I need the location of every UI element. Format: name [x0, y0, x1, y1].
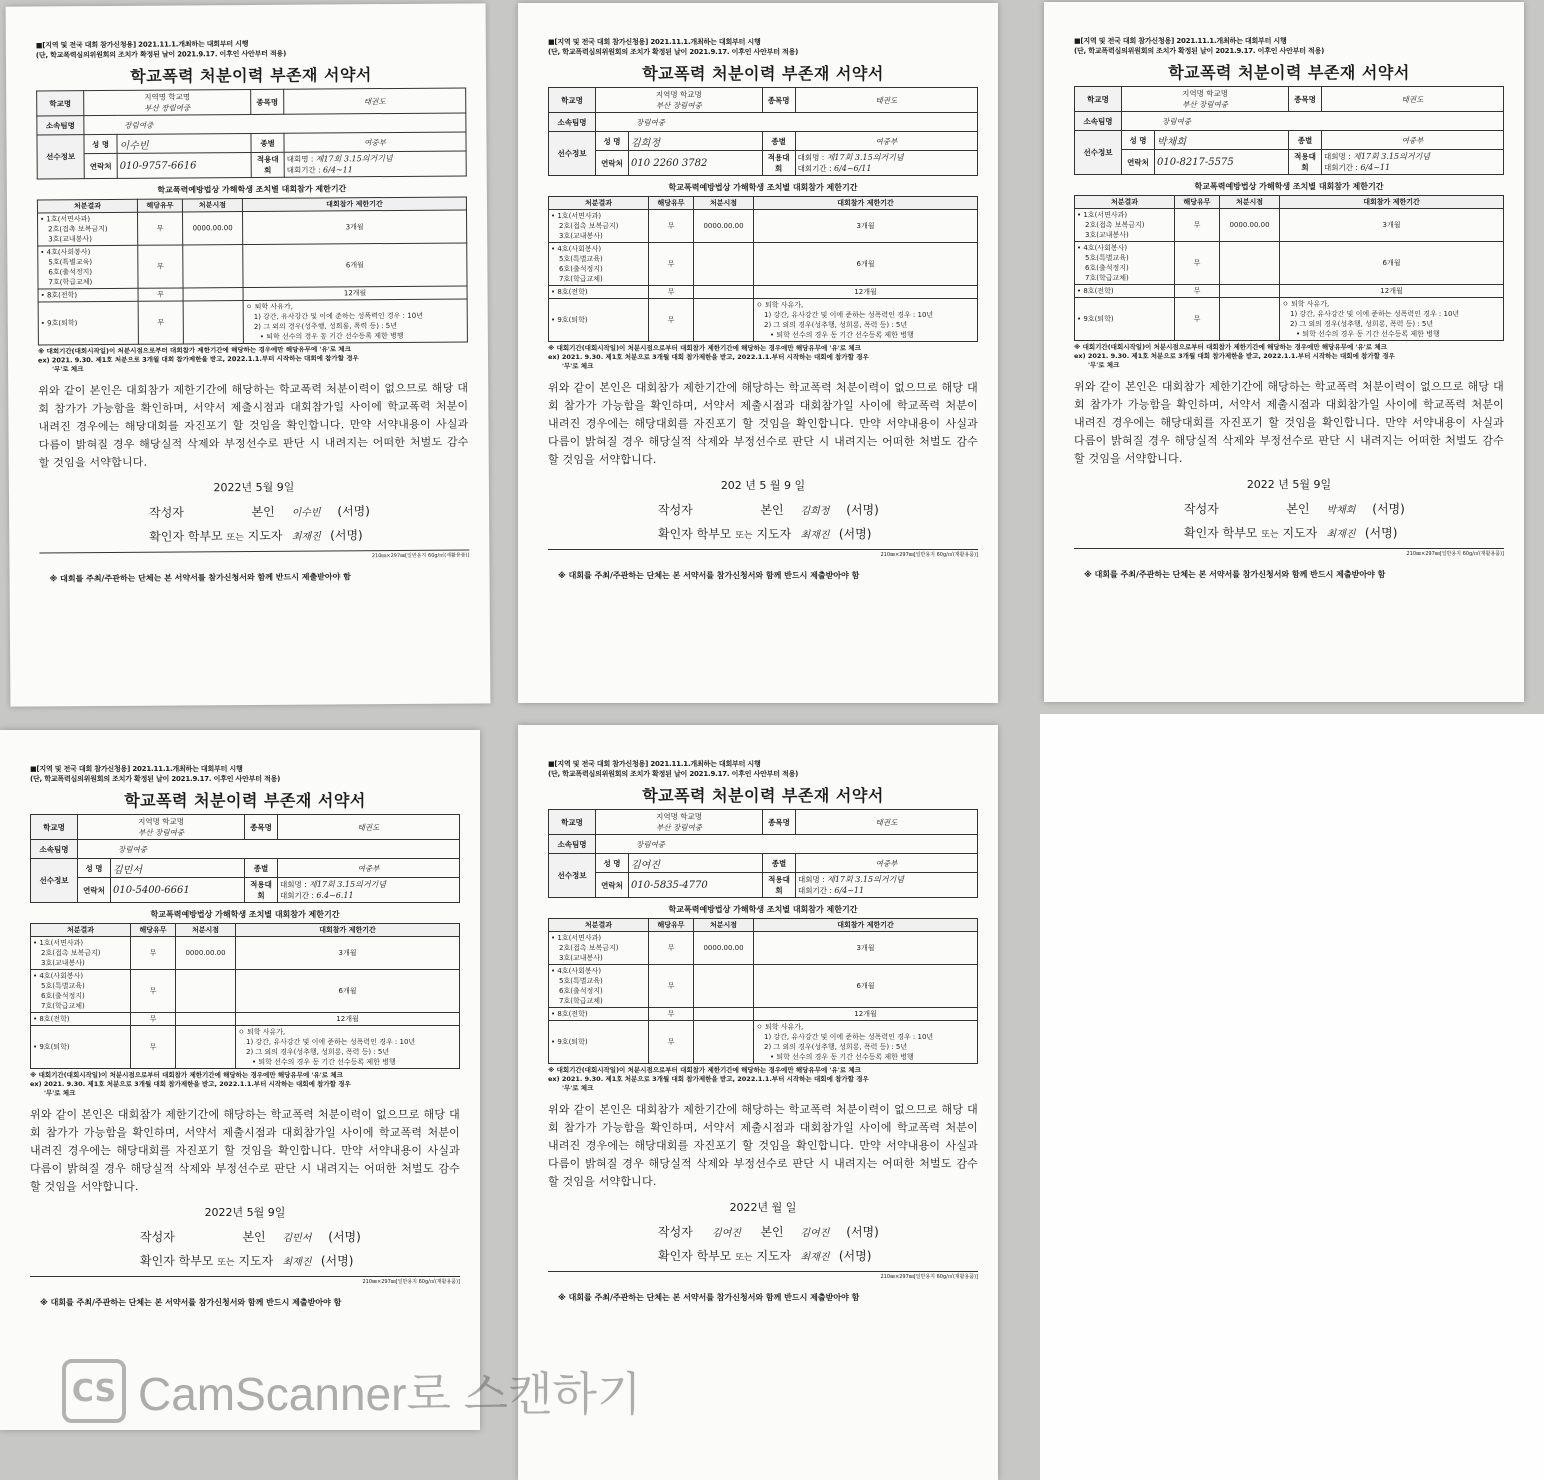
pledge-date: 2022 년 5월 9일: [1246, 478, 1332, 491]
document-title: 학교폭력 처분이력 부존재 서약서: [130, 65, 372, 86]
coach-sign-label: (서명): [838, 1249, 872, 1263]
player-name: 김민서: [111, 859, 245, 878]
col-has: 해당유무: [137, 199, 182, 212]
writer-label: 작성자: [1184, 502, 1219, 516]
footer-note: ※ 대회를 주최/주관하는 단체는 본 서약서를 참가신청서와 함께 반드시 제출받아야 함: [1084, 570, 1386, 579]
camscanner-watermark: [62, 1358, 641, 1424]
player-phone: 010 2260 3782: [629, 151, 763, 176]
col-has: 해당유무: [649, 197, 694, 210]
watermark-text: CamScanner로 스캔하기: [138, 1368, 642, 1420]
col-has: 해당유무: [131, 924, 176, 937]
team-label: 소속팀명: [37, 116, 84, 135]
header-line-2: (단, 학교폭력심의위원회의 조치가 확정된 날이 2021.9.17. 이후인 사안부터 적용): [548, 770, 799, 778]
confirmer-label: 확인자: [149, 529, 185, 544]
info-table: [548, 87, 978, 176]
competition-cell: 대회명 : 제17회 3.15의거기념 대회기간 : 6/4~11: [796, 873, 978, 898]
player-name: 김희정: [629, 132, 763, 151]
pledge-text: 위와 같이 본인은 대회참가 제한기간에 해당하는 학교폭력 처분이력이 없으므로 해당 대회 참가가 가능함을 확인하며, 서약서 제출시점과 대회참가일 사이에 학교폭력 처분이 내려진 경우에는 해당대회를 자진포기 할 것임을 확인합니다. 만약 서약내용이 사실과 다름이 밝혀질 경우 해당실적 삭제와 부정선수로 판단 시 내려지는 어떠한 처벌도 감수할 것임을 서약합니다.: [30, 1108, 460, 1193]
school-cell: 지역명 학교명 부산 장림여중: [78, 815, 245, 840]
info-table: [548, 809, 978, 898]
table-row: • 1호(서면사과) 2호(접촉 보복금지) 3호(교내봉사) 무 0000.00.00 3개월: [1075, 209, 1504, 242]
header-line-1: ■[지역 및 전국 대회 참가신청용] 2021.11.1.개최하는 대회부터 시행: [35, 39, 249, 50]
event-label: 종목명: [251, 89, 284, 114]
paper-spec: 210㎜×297㎜[일반용지 60g/㎡(재활용품)]: [30, 1276, 460, 1285]
contact-label: 연락처: [596, 151, 629, 176]
writer-handwriting: 김여진: [712, 1228, 742, 1239]
document-title: 학교폭력 처분이력 부존재 서약서: [1168, 63, 1410, 82]
table-note: ※ 대회기간(대회시작일)이 처분시점으로부터 대회참가 제한기간에 해당하는 경우에만 해당유무에 '유'로 체크 ex) 2021. 9.30. 제1호 처분으로 3개월 대회 참가제한을 받고, 2022.1.1.부터 시작하는 대회에 참가할 경우 '무'로 체크: [548, 1066, 869, 1092]
table-row: • 9호(퇴학) 무 ㅇ 퇴학 사유가, 1) 강간, 유사강간 및 이에 준하는 성폭력인 경우 : 10년 2) 그 외의 경우(성추행, 성희롱, 폭력 등) : 5년 • 퇴학 선수의 경우 동 기간 선수등록 제한 병행: [1075, 298, 1504, 341]
paper-spec: 210㎜×297㎜[일반용지 60g/㎡(재활용품)]: [548, 1271, 978, 1280]
school-name: 부산 장림여중: [656, 823, 702, 832]
col-date: 처분시점: [1220, 196, 1280, 209]
player-phone: 010-8217-5575: [1155, 150, 1289, 175]
pledge-form-sheet: [1044, 2, 1524, 702]
header-line-1: ■[지역 및 전국 대회 참가신청용] 2021.11.1.개최하는 대회부터 시행: [30, 765, 243, 773]
event-value: 태권도: [284, 88, 466, 114]
pledge-form-sheet: [0, 730, 480, 1430]
blank-area: [1040, 714, 1544, 1480]
school-name: 부산 장림여중: [655, 101, 702, 110]
player-name: 박채희: [1155, 131, 1289, 150]
competition-period: 6/4~6/11: [833, 164, 872, 173]
paper-spec: 210㎜×297㎜[일반용지 60g/㎡(재활용품)]: [39, 549, 469, 561]
competition-period: 6/4~11: [834, 886, 865, 895]
table-row: • 8호(전학) 무 12개월: [549, 1008, 978, 1021]
discipline-table: [548, 196, 978, 342]
self-handwriting: 김민서: [282, 1233, 312, 1244]
competition-period: 6/4~11: [323, 165, 353, 175]
name-label: 성 명: [78, 859, 111, 878]
discipline-table: [1074, 195, 1504, 341]
player-info-label: 선수정보: [31, 859, 78, 903]
name-label: 성 명: [1122, 131, 1155, 150]
col-has: 해당유무: [649, 919, 694, 932]
school-name: 부산 장림여중: [144, 103, 191, 113]
competition-name: 제17회 3.15의거기념: [315, 153, 393, 164]
col-result: 처분결과: [37, 199, 137, 213]
player-name: 김여진: [629, 854, 763, 873]
team-value: 장림여중: [596, 113, 978, 132]
competition-period: 6/4~11: [1360, 163, 1391, 172]
school-label: 학교명: [549, 810, 596, 835]
competition-cell: 대회명 : 제17회 3.15의거기념 대회기간 : 6/4~6/11: [795, 151, 977, 176]
signature-block: 작성자 본인 박채희 (서명) 확인자 학부모 또는 지도자 최재진 (서명): [1184, 498, 1504, 546]
table-row: • 4호(사회봉사) 5호(특별교육) 6호(출석정지) 7호(학급교체) 무 6개월: [31, 970, 460, 1013]
event-value: 태권도: [795, 88, 977, 113]
header-line-2: (단, 학교폭력심의위원회의 조치가 확정된 날이 2021.9.17. 이후인 사안부터 적용): [548, 48, 799, 56]
school-label: 학교명: [37, 91, 84, 116]
event-value: 태권도: [796, 810, 978, 835]
school-label: 학교명: [549, 88, 596, 113]
pledge-date: 2022년 5월 9일: [213, 480, 295, 495]
division-label: 종별: [245, 859, 278, 878]
player-info-label: 선수정보: [549, 854, 596, 898]
writer-label: 작성자: [658, 1225, 693, 1239]
contact-label: 연락처: [78, 878, 111, 903]
discipline-table: [30, 923, 460, 1069]
team-label: 소속팀명: [31, 840, 78, 859]
event-label: 종목명: [763, 810, 796, 835]
division-label: 종별: [251, 133, 284, 152]
division-label: 종별: [1289, 131, 1322, 150]
col-date: 처분시점: [182, 199, 242, 212]
info-table: [1074, 86, 1504, 175]
player-info-label: 선수정보: [1075, 131, 1122, 175]
self-sign-label: (서명): [337, 504, 370, 519]
col-limit: 대회참가 제한기간: [754, 919, 978, 932]
footer-note: ※ 대회를 주최/주관하는 단체는 본 서약서를 참가신청서와 함께 반드시 제출받아야 함: [558, 571, 860, 580]
header-line-2: (단, 학교폭력심의위원회의 조치가 확정된 날이 2021.9.17. 이후인 사안부터 적용): [35, 49, 287, 60]
division-value: 여중부: [278, 859, 460, 878]
section-title: 학교폭력예방법상 가해학생 조치별 대회참가 제한기간: [150, 910, 340, 919]
competition-cell: 대회명 : 제17회 3.15의거기념 대회기간 : 6.4~6.11: [278, 878, 460, 903]
signature-block: 작성자 김여진 본인 김여진 (서명) 확인자 학부모 또는 지도자 최재진 (서명): [658, 1221, 978, 1269]
event-value: 태권도: [278, 815, 460, 840]
event-label: 종목명: [245, 815, 278, 840]
writer-label: 작성자: [658, 503, 693, 517]
event-value: 태권도: [1322, 87, 1504, 112]
coach-sign-label: (서명): [1364, 526, 1398, 540]
self-sign-label: (서명): [846, 503, 879, 517]
table-row: • 1호(서면사과) 2호(접촉 보복금지) 3호(교내봉사) 무 0000.00.00 3개월: [31, 937, 460, 970]
table-row: • 4호(사회봉사) 5호(특별교육) 6호(출석정지) 7호(학급교체) 무 6개월: [549, 243, 978, 286]
self-sign-label: (서명): [846, 1225, 879, 1239]
document-title: 학교폭력 처분이력 부존재 서약서: [124, 791, 366, 810]
info-table: [36, 87, 467, 179]
player-phone: 010-5835-4770: [629, 873, 763, 898]
coach-handwriting: 최재진: [1326, 529, 1356, 540]
table-row: • 9호(퇴학) 무 ㅇ 퇴학 사유가, 1) 강간, 유사강간 및 이에 준하는 성폭력인 경우 : 10년 2) 그 외의 경우(성추행, 성희롱, 폭력 등) : 5년 • 퇴학 선수의 경우 동 기간 선수등록 제한 병행: [549, 1021, 978, 1064]
division-label: 종별: [763, 854, 796, 873]
confirmer-label: 확인자: [658, 527, 693, 541]
competition-name: 제17회 3.15의거기념: [309, 880, 386, 889]
competition-name: 제17회 3.15의거기념: [1353, 152, 1430, 161]
table-row: • 9호(퇴학) 무 ㅇ 퇴학 사유가, 1) 강간, 유사강간 및 이에 준하는 성폭력인 경우 : 10년 2) 그 외의 경우(성추행, 성희롱, 폭력 등) : 5년 • 퇴학 선수의 경우 동 기간 선수등록 제한 병행: [549, 299, 978, 342]
contact-label: 연락처: [84, 153, 117, 178]
col-result: 처분결과: [31, 924, 131, 937]
team-value: 장림여중: [596, 835, 978, 854]
writer-label: 작성자: [140, 1230, 175, 1244]
writer-label: 작성자: [149, 505, 184, 520]
school-name: 부산 장림여중: [138, 828, 184, 837]
division-value: 여중부: [795, 132, 977, 151]
coach-sign-label: (서명): [320, 1254, 354, 1268]
header-line-2: (단, 학교폭력심의위원회의 조치가 확정된 날이 2021.9.17. 이후인 사안부터 적용): [1074, 47, 1325, 55]
coach-handwriting: 최재진: [291, 531, 321, 543]
col-limit: 대회참가 제한기간: [754, 197, 978, 210]
section-title: 학교폭력예방법상 가해학생 조치별 대회참가 제한기간: [1194, 182, 1384, 191]
competition-cell: 대회명 : 제17회 3.15의거기념 대회기간 : 6/4~11: [284, 151, 466, 177]
col-has: 해당유무: [1175, 196, 1220, 209]
player-info-label: 선수정보: [37, 135, 84, 179]
team-value: 장림여중: [78, 840, 460, 859]
school-cell: 지역명 학교명 부산 장림여중: [1122, 87, 1289, 112]
col-date: 처분시점: [694, 197, 754, 210]
col-limit: 대회참가 제한기간: [1280, 196, 1504, 209]
section-title: 학교폭력예방법상 가해학생 조치별 대회참가 제한기간: [668, 905, 858, 914]
table-row: • 8호(전학) 무 12개월: [38, 286, 467, 302]
pledge-text: 위와 같이 본인은 대회참가 제한기간에 해당하는 학교폭력 처분이력이 없으므로 해당 대회 참가가 가능함을 확인하며, 서약서 제출시점과 대회참가일 사이에 학교폭력 처분이 내려진 경우에는 해당대회를 자진포기 할 것임을 확인합니다. 만약 서약내용이 사실과 다름이 밝혀질 경우 해당실적 삭제와 부정선수로 판단 시 내려지는 어떠한 처벌도 감수할 것임을 서약합니다.: [548, 381, 978, 466]
self-handwriting: 김여진: [800, 1228, 830, 1239]
division-value: 여중부: [796, 854, 978, 873]
applied-comp-label: 적용대회: [251, 152, 284, 177]
footer-note: ※ 대회를 주최/주관하는 단체는 본 서약서를 참가신청서와 함께 반드시 제출받아야 함: [40, 1298, 342, 1307]
name-label: 성 명: [596, 854, 629, 873]
col-limit: 대회참가 제한기간: [242, 197, 466, 212]
self-label: 본인: [1286, 502, 1310, 516]
team-value: 장림여중: [84, 113, 466, 135]
table-row: • 1호(서면사과) 2호(접촉 보복금지) 3호(교내봉사) 무 0000.00.00 3개월: [549, 932, 978, 965]
discipline-table: [548, 918, 978, 1064]
table-row: • 4호(사회봉사) 5호(특별교육) 6호(출석정지) 7호(학급교체) 무 6개월: [549, 965, 978, 1008]
confirmer-label: 확인자: [658, 1249, 693, 1263]
document-title: 학교폭력 처분이력 부존재 서약서: [642, 64, 884, 83]
discipline-table: [37, 196, 468, 345]
table-row: • 8호(전학) 무 12개월: [1075, 285, 1504, 298]
section-title: 학교폭력예방법상 가해학생 조치별 대회참가 제한기간: [668, 183, 858, 192]
player-name: 이수빈: [117, 133, 251, 153]
applied-comp-label: 적용대회: [762, 151, 795, 176]
coach-handwriting: 최재진: [800, 530, 830, 541]
col-result: 처분결과: [1075, 196, 1175, 209]
name-label: 성 명: [84, 134, 117, 153]
school-name: 부산 장림여중: [1182, 100, 1228, 109]
self-sign-label: (서명): [1372, 502, 1405, 516]
footer-note: ※ 대회를 주최/주관하는 단체는 본 서약서를 참가신청서와 함께 반드시 제출받아야 함: [558, 1293, 860, 1302]
division-value: 여중부: [284, 132, 466, 152]
col-result: 처분결과: [549, 197, 649, 210]
contact-label: 연락처: [1122, 150, 1155, 175]
col-date: 처분시점: [694, 919, 754, 932]
signature-block: 작성자 본인 김민서 (서명) 확인자 학부모 또는 지도자 최재진 (서명): [140, 1226, 460, 1274]
header-line-2: (단, 학교폭력심의위원회의 조치가 확정된 날이 2021.9.17. 이후인 사안부터 적용): [30, 775, 281, 783]
school-cell: 지역명 학교명 부산 장림여중: [596, 88, 763, 113]
self-label: 본인: [760, 1225, 784, 1239]
school-label: 학교명: [1075, 87, 1122, 112]
pledge-date: 202 년 5 월 9 일: [720, 479, 806, 492]
header-line-1: ■[지역 및 전국 대회 참가신청용] 2021.11.1.개최하는 대회부터 시행: [1074, 37, 1287, 45]
coach-sign-label: (서명): [330, 528, 363, 543]
confirmer-label: 확인자: [140, 1254, 175, 1268]
table-row: • 8호(전학) 무 12개월: [31, 1013, 460, 1026]
table-row: • 1호(서면사과) 2호(접촉 보복금지) 3호(교내봉사) 무 0000.00.00 3개월: [549, 210, 978, 243]
self-sign-label: (서명): [328, 1230, 361, 1244]
team-value: 장림여중: [1122, 112, 1504, 131]
self-handwriting: 박채희: [1326, 505, 1356, 516]
self-label: 본인: [242, 1230, 266, 1244]
team-label: 소속팀명: [549, 835, 596, 854]
table-note: ※ 대회기간(대회시작일)이 처분시점으로부터 대회참가 제한기간에 해당하는 경우에만 해당유무에 '유'로 체크 ex) 2021. 9.30. 제1호 처분으로 3개월 대회 참가제한을 받고, 2022.1.1.부터 시작하는 대회에 참가할 경우 '무'로 체크: [30, 1071, 351, 1097]
player-phone: 010-5400-6661: [111, 878, 245, 903]
competition-name: 제17회 3.15의거기념: [827, 875, 904, 884]
division-value: 여중부: [1322, 131, 1504, 150]
info-table: [30, 814, 460, 903]
player-phone: 010-9757-6616: [117, 152, 251, 178]
pledge-date: 2022년 월 일: [729, 1201, 797, 1214]
team-label: 소속팀명: [549, 113, 596, 132]
document-title: 학교폭력 처분이력 부존재 서약서: [642, 786, 884, 805]
table-row: • 4호(사회봉사) 5호(특별교육) 6호(출석정지) 7호(학급교체) 무 6개월: [1075, 242, 1504, 285]
table-row: • 1호(서면사과) 2호(접촉 보복금지) 3호(교내봉사) 무 0000.00.00 3개월: [38, 210, 467, 246]
col-limit: 대회참가 제한기간: [236, 924, 460, 937]
name-label: 성 명: [596, 132, 629, 151]
col-result: 처분결과: [549, 919, 649, 932]
camscanner-icon: CS: [62, 1359, 126, 1423]
coach-handwriting: 최재진: [800, 1252, 830, 1263]
signature-block: 작성자 본인 이수빈 (서명) 확인자 학부모 또는 지도자 최재진 (서명): [149, 499, 469, 549]
pledge-form-sheet: [6, 3, 491, 706]
table-row: • 8호(전학) 무 12개월: [549, 286, 978, 299]
header-line-1: ■[지역 및 전국 대회 참가신청용] 2021.11.1.개최하는 대회부터 시행: [548, 760, 761, 768]
paper-spec: 210㎜×297㎜[일반용지 60g/㎡(재활용품)]: [548, 549, 978, 558]
pledge-text: 위와 같이 본인은 대회참가 제한기간에 해당하는 학교폭력 처분이력이 없으므로 해당 대회 참가가 가능함을 확인하며, 서약서 제출시점과 대회참가일 사이에 학교폭력 처분이 내려진 경우에는 해당대회를 자진포기 할 것임을 확인합니다. 만약 서약내용이 사실과 다름이 밝혀질 경우 해당실적 삭제와 부정선수로 판단 시 내려지는 어떠한 처벌도 감수할 것임을 서약합니다.: [548, 1103, 978, 1188]
school-cell: 지역명 학교명 부산 장림여중: [84, 89, 251, 115]
table-note: ※ 대회기간(대회시작일)이 처분시점으로부터 대회참가 제한기간에 해당하는 경우에만 해당유무에 '유'로 체크 ex) 2021. 9.30. 제1호 처분으로 3개월 대회 참가제한을 받고, 2022.1.1.부터 시작하는 대회에 참가할 경우 '무'로 체크: [1074, 343, 1395, 369]
self-handwriting: 김희정: [800, 506, 830, 517]
school-label: 학교명: [31, 815, 78, 840]
team-label: 소속팀명: [1075, 112, 1122, 131]
applied-comp-label: 적용대회: [245, 878, 278, 903]
self-label: 본인: [760, 503, 784, 517]
contact-label: 연락처: [596, 873, 629, 898]
pledge-date: 2022년 5월 9일: [204, 1206, 286, 1219]
self-handwriting: 이수빈: [291, 507, 321, 519]
header-line-1: ■[지역 및 전국 대회 참가신청용] 2021.11.1.개최하는 대회부터 시행: [548, 38, 761, 46]
coach-sign-label: (서명): [838, 527, 872, 541]
self-label: 본인: [251, 504, 275, 519]
event-label: 종목명: [762, 88, 795, 113]
pledge-text: 위와 같이 본인은 대회참가 제한기간에 해당하는 학교폭력 처분이력이 없으므로 해당 대회 참가가 가능함을 확인하며, 서약서 제출시점과 대회참가일 사이에 학교폭력 처분이 내려진 경우에는 해당대회를 자진포기 할 것임을 확인합니다. 만약 서약내용이 사실과 다름이 밝혀질 경우 해당실적 삭제와 부정선수로 판단 시 내려지는 어떠한 처벌도 감수할 것임을 서약합니다.: [1074, 380, 1504, 465]
confirmer-label: 확인자: [1184, 526, 1219, 540]
section-title: 학교폭력예방법상 가해학생 조치별 대회참가 제한기간: [157, 184, 347, 195]
player-info-label: 선수정보: [549, 132, 596, 176]
col-date: 처분시점: [176, 924, 236, 937]
signature-block: 작성자 본인 김희정 (서명) 확인자 학부모 또는 지도자 최재진 (서명): [658, 499, 978, 547]
pledge-form-sheet: [518, 3, 998, 703]
division-label: 종별: [762, 132, 795, 151]
event-label: 종목명: [1289, 87, 1322, 112]
applied-comp-label: 적용대회: [763, 873, 796, 898]
table-note: ※ 대회기간(대회시작일)이 처분시점으로부터 대회참가 제한기간에 해당하는 경우에만 해당유무에 '유'로 체크 ex) 2021. 9.30. 제1호 처분으로 3개월 대회 참가제한을 받고, 2022.1.1.부터 시작하는 대회에 참가할 경우 '무'로 체크: [37, 345, 359, 374]
table-row: • 9호(퇴학) 무 ㅇ 퇴학 사유가, 1) 강간, 유사강간 및 이에 준하는 성폭력인 경우 : 10년 2) 그 외의 경우(성추행, 성희롱, 폭력 등) : 5년 • 퇴학 선수의 경우 동 기간 선수등록 제한 병행: [31, 1026, 460, 1069]
competition-period: 6.4~6.11: [316, 891, 354, 900]
table-row: • 9호(퇴학) 무 ㅇ 퇴학 사유가, 1) 강간, 유사강간 및 이에 준하는 성폭력인 경우 : 10년 2) 그 외의 경우(성추행, 성희롱, 폭력 등) : 5년 • 퇴학 선수의 경우 동 기간 선수등록 제한 병행: [38, 299, 467, 345]
coach-handwriting: 최재진: [282, 1257, 312, 1268]
paper-spec: 210㎜×297㎜[일반용지 60g/㎡(재활용품)]: [1074, 548, 1504, 557]
table-note: ※ 대회기간(대회시작일)이 처분시점으로부터 대회참가 제한기간에 해당하는 경우에만 해당유무에 '유'로 체크 ex) 2021. 9.30. 제1호 처분으로 3개월 대회 참가제한을 받고, 2022.1.1.부터 시작하는 대회에 참가할 경우 '무'로 체크: [548, 344, 869, 370]
table-row: • 4호(사회봉사) 5호(특별교육) 6호(출석정지) 7호(학급교체) 무 6개월: [38, 243, 467, 289]
footer-note: ※ 대회를 주최/주관하는 단체는 본 서약서를 참가신청서와 함께 반드시 제출받아야 함: [49, 572, 351, 584]
competition-cell: 대회명 : 제17회 3.15의거기념 대회기간 : 6/4~11: [1322, 150, 1504, 175]
applied-comp-label: 적용대회: [1289, 150, 1322, 175]
school-cell: 지역명 학교명 부산 장림여중: [596, 810, 763, 835]
competition-name: 제17회 3.15의거기념: [826, 153, 904, 162]
pledge-text: 위와 같이 본인은 대회참가 제한기간에 해당하는 학교폭력 처분이력이 없으므로 해당 대회 참가가 가능함을 확인하며, 서약서 제출시점과 대회참가일 사이에 학교폭력 처분이 내려진 경우에는 해당대회를 자진포기 할 것임을 확인합니다. 만약 서약내용이 사실과 다름이 밝혀질 경우 해당실적 삭제와 부정선수로 판단 시 내려지는 어떠한 처벌도 감수할 것임을 서약합니다.: [38, 381, 469, 470]
